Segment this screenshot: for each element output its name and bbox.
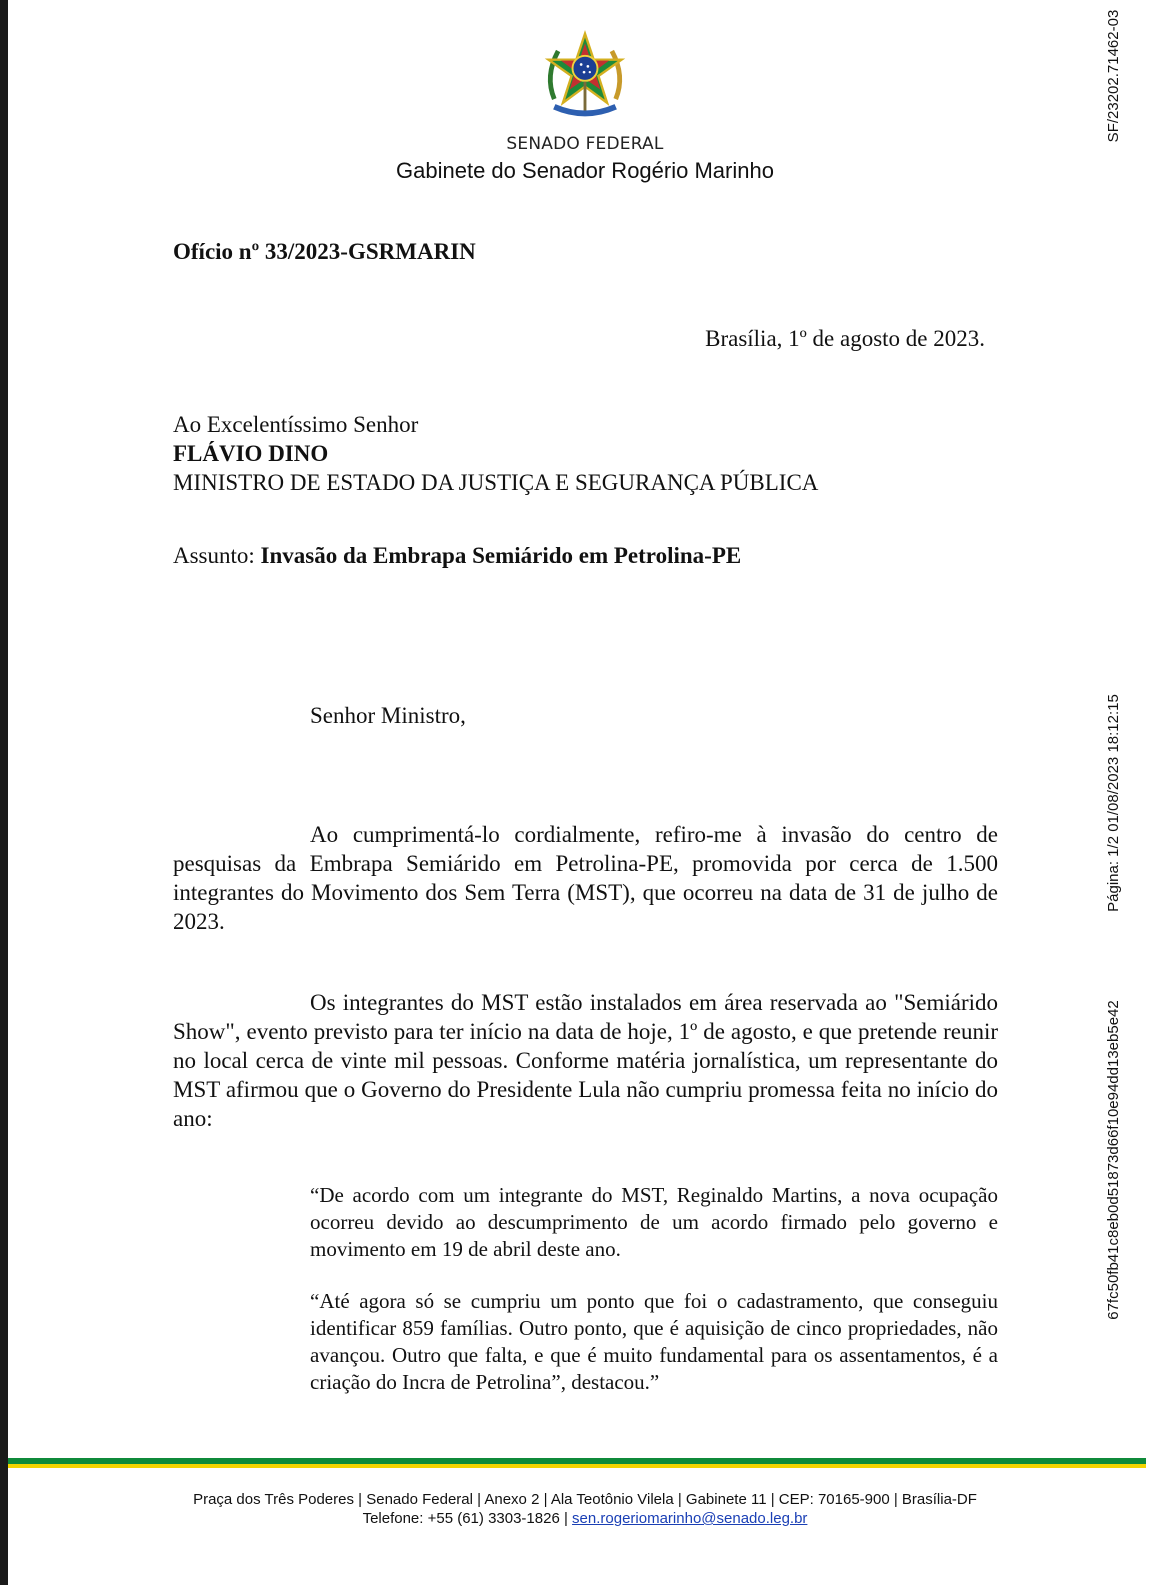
greeting: Senhor Ministro, — [310, 703, 466, 728]
footer-email-link[interactable]: sen.rogeriomarinho@senado.leg.br — [572, 1510, 808, 1527]
footer-contact — [0, 1509, 1170, 1528]
date-line: Brasília, 1º de agosto de 2023. — [705, 326, 985, 351]
document-code: SF/23202.71462-03 — [1105, 9, 1122, 143]
office-name: Gabinete do Senador Rogério Marinho — [396, 158, 774, 183]
institution-name: SENADO FEDERAL — [506, 134, 664, 154]
left-scan-edge — [0, 0, 8, 1585]
addressee-name: FLÁVIO DINO — [173, 441, 329, 466]
footer-yellow-stripe — [8, 1464, 1146, 1468]
subject-label: Assunto: — [173, 543, 255, 568]
subject-line — [173, 541, 998, 570]
addressee-salutation: Ao Excelentíssimo Senhor — [173, 412, 419, 437]
document-hash: 67fc50fb41c8eb0d51873d66f10e94dd13eb5e42 — [1105, 1000, 1122, 1320]
coat-of-arms-icon — [537, 28, 633, 124]
letter-reference: Ofício nº 33/2023-GSRMARIN — [173, 239, 476, 264]
footer-address: Praça dos Três Poderes | Senado Federal | Anexo 2 | Ala Teotônio Vilela | Gabinete 11 | CEP: 70165-900 | Brasília-DF — [193, 1491, 977, 1508]
footer — [0, 1490, 1170, 1528]
subject-text: Invasão da Embrapa Semiárido em Petrolina-PE — [260, 543, 742, 568]
quote-paragraph-1: “De acordo com um integrante do MST, Reginaldo Martins, a nova ocupação ocorreu devido ao descumprimento de um acordo firmado pelo governo e movimento em 19 de abril deste ano. — [310, 1183, 998, 1261]
quote-paragraph-2: “Até agora só se cumpriu um ponto que foi o cadastramento, que conseguiu identificar 859 famílias. Outro ponto, que é aquisição de cinco propriedades, não avançou. Outro que falta, e que é muito fundamental para os assentamentos, é a criação do Incra de Petrolina”, destacou.” — [310, 1289, 998, 1394]
body-paragraph-1: Ao cumprimentá-lo cordialmente, refiro-me à invasão do centro de pesquisas da Embrapa Semiárido em Petrolina-PE, promovida por cerca de 1.500 integrantes do Movimento dos Sem Terra (MST), que ocorreu na data de 31 de julho de 2023. — [173, 822, 998, 934]
addressee-block — [173, 410, 998, 497]
footer-phone: Telefone: +55 (61) 3303-1826 | — [362, 1510, 568, 1527]
letterhead — [0, 28, 1170, 184]
page-info-stamp: Página: 1/2 01/08/2023 18:12:15 — [1105, 694, 1122, 912]
addressee-title: MINISTRO DE ESTADO DA JUSTIÇA E SEGURANÇA PÚBLICA — [173, 470, 819, 495]
body-paragraph-2: Os integrantes do MST estão instalados em área reservada ao "Semiárido Show", evento previsto para ter início na data de hoje, 1º de agosto, e que pretende reunir no local cerca de vinte mil pessoas. Conforme matéria jornalística, um representante do MST afirmou que o Governo do Presidente Lula não cumpriu promessa feita no início do ano: — [173, 990, 998, 1131]
